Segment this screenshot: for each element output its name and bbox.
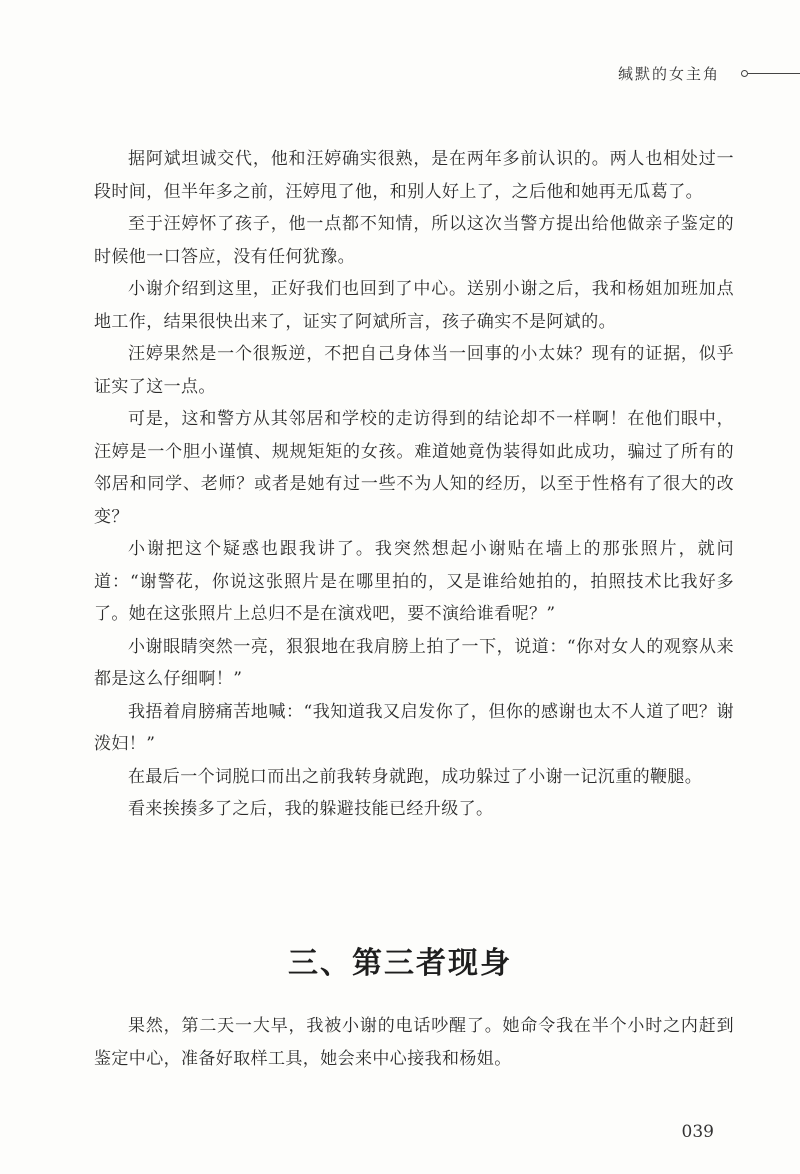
body-text: [94, 143, 734, 826]
section-heading: 三、第三者现身: [288, 946, 512, 981]
header-rule: [748, 73, 800, 74]
page-number: 039: [681, 1122, 714, 1142]
paragraph: 果然，第二天一大早，我被小谢的电话吵醒了。她命令我在半个小时之内赶到鉴定中心，准备好取样工具，她会来中心接我和杨姐。: [94, 1016, 734, 1069]
book-title: 缄默的女主角: [617, 65, 720, 83]
paragraph: 小谢把这个疑惑也跟我讲了。我突然想起小谢贴在墙上的那张照片，就问道：“谢警花，你说这张照片是在哪里拍的，又是谁给她拍的，拍照技术比我好多了。她在这张照片上总归不是在演戏吧，要不演给谁看呢？”: [94, 539, 734, 624]
header-ornament-circle: [741, 70, 748, 77]
paragraph: 至于汪婷怀了孩子，他一点都不知情，所以这次当警方提出给他做亲子鉴定的时候他一口答应，没有任何犹豫。: [94, 214, 734, 267]
paragraph: 我捂着肩膀痛苦地喊：“我知道我又启发你了，但你的感谢也太不人道了吧？谢泼妇！”: [94, 701, 734, 754]
paragraph: 小谢眼睛突然一亮，狠狠地在我肩膀上拍了一下，说道：“你对女人的观察从来都是这么仔细啊！”: [94, 636, 734, 689]
paragraph: 看来挨揍多了之后，我的躲避技能已经升级了。: [128, 799, 494, 819]
paragraph: 据阿斌坦诚交代，他和汪婷确实很熟，是在两年多前认识的。两人也相处过一段时间，但半年多之前，汪婷甩了他，和别人好上了，之后他和她再无瓜葛了。: [94, 149, 734, 202]
paragraph: 可是，这和警方从其邻居和学校的走访得到的结论却不一样啊！在他们眼中，汪婷是一个胆小谨慎、规规矩矩的女孩。难道她竟伪装得如此成功，骗过了所有的邻居和同学、老师？或者是她有过一些不为人知的经历，以至于性格有了很大的改变？: [94, 409, 734, 527]
section-text: [94, 1010, 734, 1076]
paragraph: 在最后一个词脱口而出之前我转身就跑，成功躲过了小谢一记沉重的鞭腿。: [128, 766, 703, 787]
paragraph: 小谢介绍到这里，正好我们也回到了中心。送别小谢之后，我和杨姐加班加点地工作，结果很快出来了，证实了阿斌所言，孩子确实不是阿斌的。: [94, 279, 734, 332]
running-header: [0, 62, 800, 86]
paragraph: 汪婷果然是一个很叛逆，不把自己身体当一回事的小太妹？现有的证据，似乎证实了这一点。: [94, 344, 734, 397]
